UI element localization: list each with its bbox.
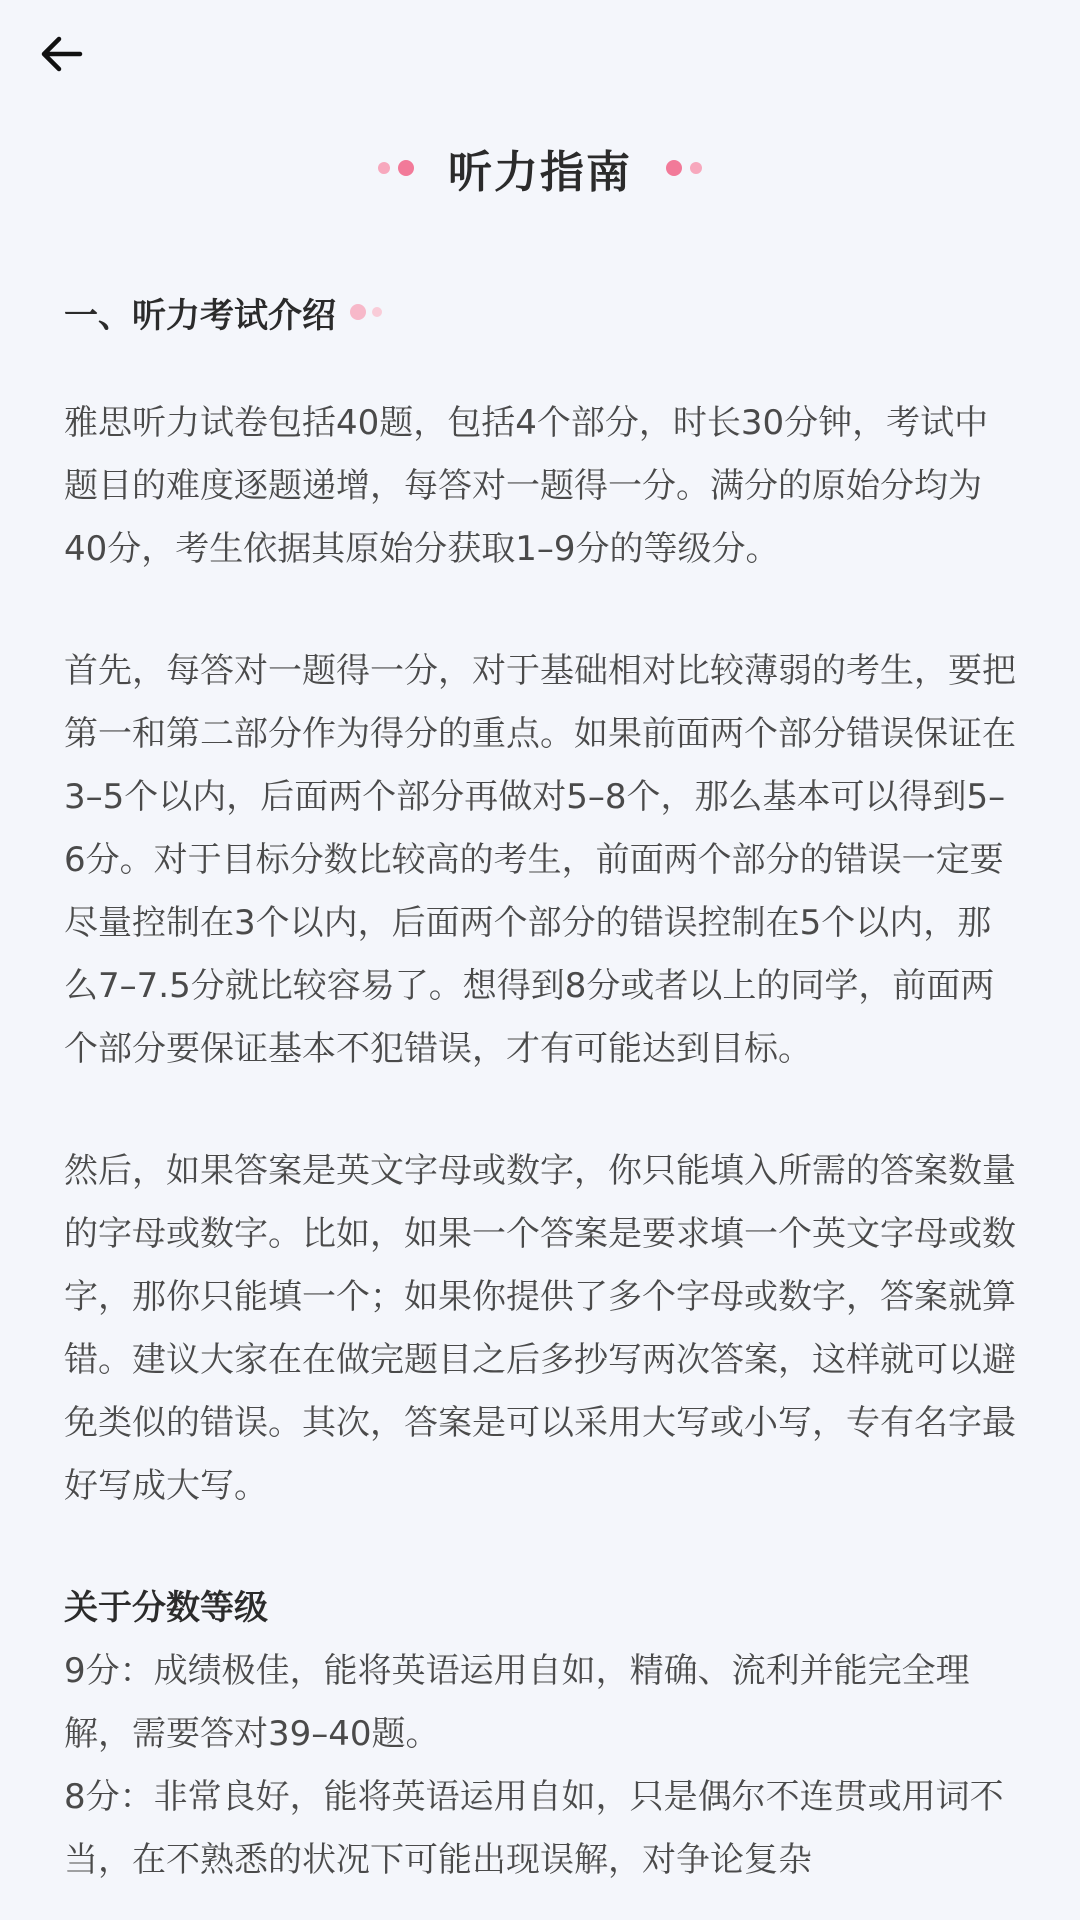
decor-dot	[690, 162, 702, 174]
title-decoration-left	[378, 160, 414, 176]
score-level-9: 9分：成绩极佳，能将英语运用自如，精确、流利并能完全理解，需要答对39–40题。	[64, 1651, 970, 1754]
title-decoration-right	[666, 160, 702, 176]
page-header	[0, 128, 1080, 208]
section-heading-decoration	[350, 304, 382, 320]
arrow-left-icon	[38, 30, 86, 78]
page-title: 听力指南	[448, 147, 632, 198]
back-button[interactable]	[30, 22, 94, 86]
decor-dot	[378, 162, 390, 174]
decor-dot	[666, 160, 682, 176]
score-level-8: 8分：非常良好，能将英语运用自如，只是偶尔不连贯或用词不当，在不熟悉的状况下可能出现误解，对争论复杂	[64, 1777, 1004, 1880]
section-heading	[64, 280, 1016, 344]
article-content	[64, 280, 1016, 1892]
paragraph-answer-format: 然后，如果答案是英文字母或数字，你只能填入所需的答案数量的字母或数字。比如，如果一个答案是要求填一个英文字母或数字，那你只能填一个；如果你提供了多个字母或数字，答案就算错。建议大家在在做完题目之后多抄写两次答案，这样就可以避免类似的错误。其次，答案是可以采用大写或小写，专有名字最好写成大写。	[64, 1151, 1016, 1506]
decor-dot	[398, 160, 414, 176]
score-levels-heading: 关于分数等级	[64, 1588, 268, 1628]
decor-dot	[350, 304, 366, 320]
decor-dot	[372, 307, 382, 317]
section-heading-text: 一、听力考试介绍	[64, 295, 336, 336]
paragraph-scoring-strategy: 首先，每答对一题得一分，对于基础相对比较薄弱的考生，要把第一和第二部分作为得分的重点。如果前面两个部分错误保证在3–5个以内，后面两个部分再做对5–8个，那么基本可以得到5–6分。对于目标分数比较高的考生，前面两个部分的错误一定要尽量控制在3个以内，后面两个部分的错误控制在5个以内，那么7–7.5分就比较容易了。想得到8分或者以上的同学，前面两个部分要保证基本不犯错误，才有可能达到目标。	[64, 651, 1016, 1069]
paragraph-intro: 雅思听力试卷包括40题，包括4个部分，时长30分钟，考试中题目的难度逐题递增，每答对一题得一分。满分的原始分均为40分，考生依据其原始分获取1–9分的等级分。	[64, 403, 989, 569]
